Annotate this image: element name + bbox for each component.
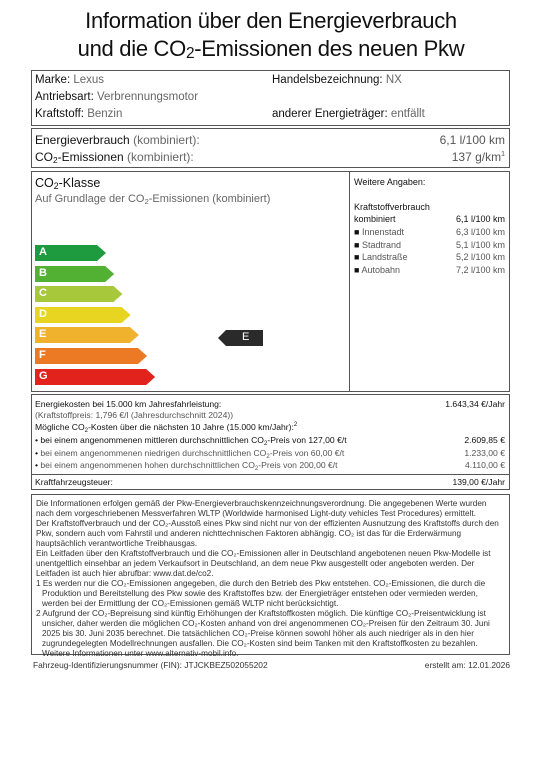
energiekosten-value: 1.643,34 €/Jahr (445, 399, 505, 409)
kombiniert-label: kombiniert (354, 214, 396, 224)
kraftstoff-label: Kraftstoff: (35, 108, 85, 120)
energie-value: 6,1 l/100 km (439, 133, 505, 147)
co2-label: $CO_2$-Emissionen (35, 150, 124, 165)
cost-row-value: 4.110,00 € (465, 460, 505, 470)
class-bar-letter: E (39, 328, 47, 341)
fin-number: Fahrzeug-Identifizierungsnummer (FIN): JTJCKBEZ502055202 (33, 660, 268, 670)
note-p1: Die Informationen erfolgen gemäß der Pkw-Energieverbrauchskennzeichnungsverordnung. Die angegebenen Werte wurden nach dem vorgeschriebenen Messverfahren WLTP (Worldwide harmonised Light-duty vehicles Test Procedures) ermittelt. (36, 499, 487, 518)
further-item-value: 6,3 l/100 km (455, 227, 505, 237)
costs-box (31, 394, 510, 490)
antrieb-label: Antriebsart: (35, 91, 94, 103)
steuer-label: Kraftfahrzeugsteuer: (35, 477, 113, 487)
current-class-letter: E (242, 331, 250, 343)
further-item-value: 5,1 l/100 km (455, 239, 505, 250)
created-date: erstellt am: 12.01.2026 (424, 660, 510, 670)
page-title-line2: und die $CO_2$-Emissionen des neuen Pkw (77, 36, 465, 62)
further-title: Weitere Angaben: (354, 177, 426, 187)
class-bar-letter: F (39, 349, 46, 361)
divider (32, 474, 509, 475)
consumption-box (31, 128, 510, 168)
energie-suffix: (kombiniert): (133, 133, 200, 147)
vehicle-info-box (31, 70, 510, 126)
marke-value: Lexus (73, 74, 105, 86)
co2-value: 137 $g/km^1$ (451, 150, 505, 164)
further-item-label: ■ Autobahn (354, 264, 400, 275)
further-item-value: 7,2 l/100 km (455, 264, 505, 275)
kraftstoff-value: Benzin (87, 108, 123, 120)
class-bar-g (35, 369, 155, 385)
co2-class-subtitle: Auf Grundlage der $CO_2$-Emissionen (kombiniert) (35, 193, 271, 206)
preis-note: (Kraftstoffpreis: 1,796 €/l (Jahresdurchschnitt 2024)) (35, 410, 234, 420)
kv-title: Kraftstoffverbrauch (354, 202, 430, 212)
handel-label: Handelsbezeichnung: (272, 74, 383, 86)
class-bar-c (35, 286, 122, 302)
cost-row-label: • bei einem angenommenen hohen durchschnittlichen $CO_2$-Preis von 200,00 €/t (35, 460, 338, 472)
further-item-value: 5,2 l/100 km (455, 252, 505, 263)
further-item-label: ■ Stadtrand (354, 239, 401, 250)
further-item-label: ■ Landstraße (354, 252, 408, 263)
class-bar-b (35, 266, 114, 282)
cost-row-label: • bei einem angenommenen niedrigen durchschnittlichen $CO_2$-Preis von 60,00 €/t (35, 447, 345, 460)
class-bar-f (35, 348, 147, 364)
class-bar-e (35, 327, 139, 343)
further-item-label: ■ Innenstadt (354, 227, 404, 237)
cost-row-label: • bei einem angenommenen mittleren durchschnittlichen $CO_2$-Preis von 127,00 €/t (35, 435, 347, 447)
divider (349, 172, 350, 391)
class-bar-letter: A (39, 246, 47, 258)
note-p2: Der Kraftstoffverbrauch und der CO₂-Ausstoß eines Pkw sind nicht nur von der effizienten Ausnutzung des Kraftstoffs durch den Pkw, sondern auch vom Fahrstil und anderen nichttechnischen Faktoren abhängig. CO₂ ist das für die Erderwärmung hauptsächlich verantwortliche Treibhausgas. (36, 519, 499, 548)
cost-row-value: 2.609,85 € (464, 435, 505, 445)
steuer-value: 139,00 €/Jahr (452, 477, 505, 487)
anderer-value: entfällt (390, 108, 425, 120)
class-bar-d (35, 307, 131, 323)
page-title: Information über den Energieverbrauch (85, 8, 457, 33)
cost-row-value: 1.233,00 € (464, 447, 505, 458)
marke-label: Marke: (35, 74, 71, 86)
footnote-2: 2 Aufgrund der CO₂-Bepreisung sind künftig Erhöhungen der Kraftstoffkosten möglich. Die künftige CO₂-Preisentwicklung ist unsicher, daher werden die möglichen CO₂-Kosten anhand von drei angenommenen CO₂-Preisen für den Zeitraum 30. Juni 2025 bis 30. Juni 2035 berechnet. Die tatsächlichen CO₂-Preise können sowohl höher als auch niedriger als in den hier zugrundegelegten Modellrechnungen ausfallen. Die CO₂-Kosten sind beim Tanken mit den Kraftstoffkosten zu bezahlen. Weitere Informationen unter www.alternativ-mobil.info. (36, 609, 490, 658)
class-bar-a (35, 245, 106, 261)
class-bar-letter: B (39, 266, 47, 279)
handel-value: NX (385, 74, 402, 86)
antrieb-value: Verbrennungsmotor (97, 91, 199, 103)
note-p3: Ein Leitfaden über den Kraftstoffverbrauch und die CO₂-Emissionen aller in Deutschland angebotenen neuen Pkw-Modelle ist unentgeltlich einsehbar an jedem Verkaufsort in Deutschland, an dem neue Pkw ausgestellt oder angeboten werden. Der Leitfaden ist auch hier abrufbar: www.dat.de/co2. (36, 549, 491, 578)
current-class-arrow (218, 330, 263, 346)
class-bar-letter: C (39, 287, 47, 300)
class-bar-letter: G (39, 369, 48, 382)
class-bar-letter: D (39, 307, 47, 320)
co2-class-title: $CO_2$-Klasse (35, 176, 101, 191)
moeglich-label: Mögliche $CO_2$-Kosten über die nächsten 10 Jahre (15.000 km/Jahr):$^2$ (35, 422, 298, 434)
kombiniert-value: 6,1 l/100 km (455, 214, 505, 224)
notes-box (31, 494, 510, 658)
footnote-1: 1 Es werden nur die CO₂-Emissionen angegeben, die durch den Betrieb des Pkw entstehen. CO₂-Emissionen, die durch die Produktion und Bereitstellung des Pkw sowie des Kraftstoffes bzw. der Energieträger entstehen oder vermieden werden, werden bei der Ermittlung der CO₂-Emissionen gemäß WLTP nicht berücksichtigt. (36, 579, 486, 608)
co2-suffix: (kombiniert): (127, 150, 194, 164)
anderer-label: anderer Energieträger: (272, 108, 388, 120)
current-class-marker (218, 330, 263, 346)
energie-label: Energieverbrauch (35, 133, 130, 147)
energiekosten-label: Energiekosten bei 15.000 km Jahresfahrleistung: (35, 399, 222, 409)
